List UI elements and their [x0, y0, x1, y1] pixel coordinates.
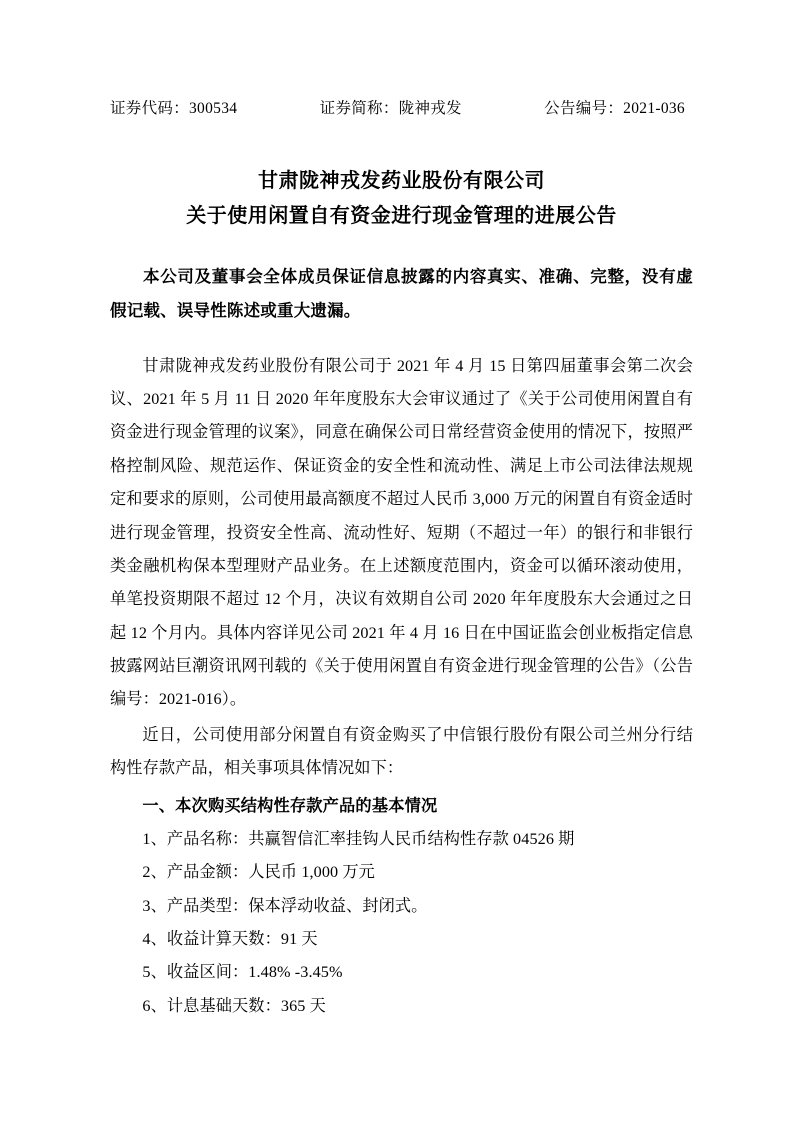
document-header — [110, 96, 693, 118]
section-heading-1: 一、本次购买结构性存款产品的基本情况 — [142, 796, 438, 815]
document-title — [110, 164, 693, 234]
security-code: 证券代码：300534 — [110, 100, 238, 117]
list-item-interest-basis-days: 6、计息基础天数：365 天 — [142, 996, 326, 1015]
list-item-product-name: 1、产品名称：共赢智信汇率挂钩人民币结构性存款 04526 期 — [142, 829, 575, 848]
disclosure-statement: 本公司及董事会全体成员保证信息披露的内容真实、准确、完整，没有虚假记载、误导性陈述或重大遗漏。 — [110, 267, 693, 320]
list-item-product-amount: 2、产品金额：人民币 1,000 万元 — [142, 863, 375, 882]
company-name-title: 甘肃陇神戎发药业股份有限公司 — [258, 170, 545, 192]
list-item-product-type: 3、产品类型：保本浮动收益、封闭式。 — [142, 896, 428, 915]
security-name: 证券简称：陇神戎发 — [319, 100, 462, 117]
list-item-income-range: 5、收益区间：1.48% -3.45% — [142, 963, 343, 982]
list-item-income-days: 4、收益计算天数：91 天 — [142, 930, 318, 948]
announcement-subject-title: 关于使用闲置自有资金进行现金管理的进展公告 — [186, 205, 617, 227]
body-paragraph-2: 近日，公司使用部分闲置自有资金购买了中信银行股份有限公司兰州分行结构性存款产品，相关事项具体情况如下： — [110, 725, 693, 778]
announcement-number: 公告编号：2021-036 — [544, 100, 685, 117]
body-paragraph-1: 甘肃陇神戎发药业股份有限公司于 2021 年 4 月 15 日第四届董事会第二次会议、2021 年 5 月 11 日 2020 年年度股东大会审议通过了《关于公司使用闲置自有资金进行现金管理的议案》，同意在确保公司日常经营资金使用的情况下，按照严格控制风险、规范运作、保证资金的安全性和流动性、满足上市公司法律法规规定和要求的原则，公司使用最高额度不超过人民币 3,000 万元的闲置自有资金适时进行现金管理，投资安全性高、流动性好、短期（不超过一年）的银行和非银行类金融机构保本型理财产品业务。在上述额度范围内，资金可以循环滚动使用，单笔投资期限不超过 12 个月，决议有效期自公司 2020 年年度股东大会通过之日起 12 个月内。具体内容详见公司 2021 年 4 月 16 日在中国证监会创业板指定信息披露网站巨潮资讯网刊载的《关于使用闲置自有资金进行现金管理的公告》（公告编号：2021-016）。 — [110, 356, 693, 709]
